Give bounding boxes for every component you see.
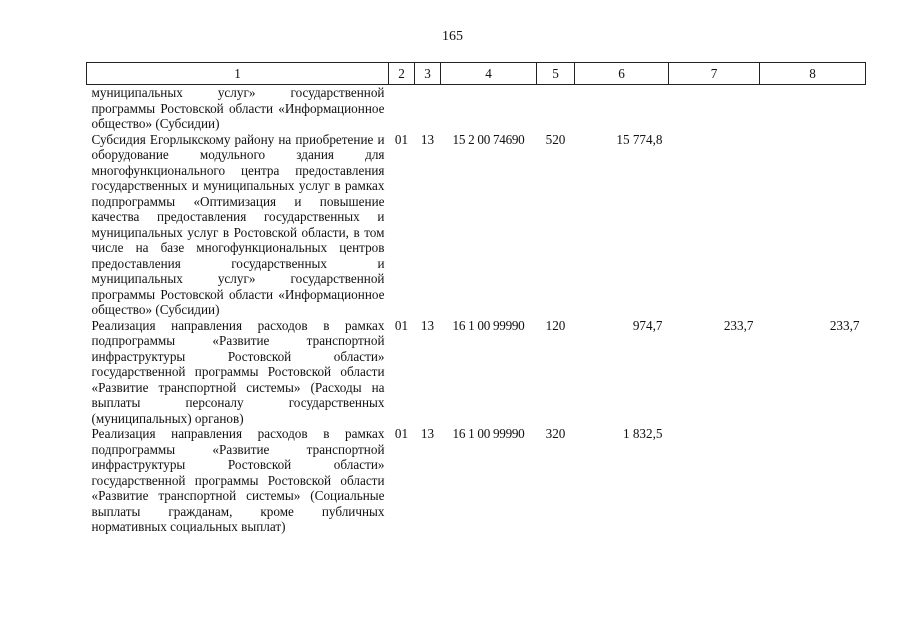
table-row — [87, 85, 866, 132]
target-article-code: 15 2 00 74690 — [452, 131, 525, 147]
section-code: 01 — [394, 131, 409, 147]
amount-col-8 — [760, 426, 866, 535]
column-header-4: 4 — [441, 63, 537, 85]
column-header-5: 5 — [537, 63, 575, 85]
amount-col-8: 233,7 — [829, 317, 860, 333]
expense-name: Реализация направления расходов в рамках подпрограммы «Развитие транспортной инфраструктуры Ростовской области» государственной программы Ростовской области «Развитие транспортной системы» (Расходы на выплаты персоналу государственных (муниципальных) органов) — [91, 317, 385, 426]
target-article-code: 16 1 00 99990 — [452, 317, 525, 333]
section-code — [389, 85, 415, 132]
expense-type-code: 320 — [545, 426, 566, 441]
amount-col-7: 233,7 — [723, 317, 754, 333]
amount-col-6: 1 832,5 — [622, 426, 663, 441]
target-article-code — [441, 85, 537, 132]
table-row — [87, 426, 866, 535]
amount-col-7 — [669, 426, 760, 535]
column-header-1: 1 — [87, 63, 389, 85]
subsection-code — [415, 85, 441, 132]
target-article-code: 16 1 00 99990 — [452, 426, 525, 441]
subsection-code: 13 — [420, 131, 435, 147]
amount-col-6: 15 774,8 — [616, 131, 663, 147]
expense-name: муниципальных услуг» государственной программы Ростовской области «Информационное общество» (Субсидии) — [91, 85, 385, 131]
amount-col-7 — [669, 132, 760, 318]
subsection-code: 13 — [420, 317, 435, 333]
table-header — [87, 63, 866, 85]
expense-name: Субсидия Егорлыкскому району на приобретение и оборудование модульного здания для многофункционального центра предоставления государственных и муниципальных услуг в рамках подпрограммы «Оптимизация и повышение качества предоставления государственных и муниципальных услуг в Ростовской области, в том числе на базе многофункциональных центров предоставления государственных и муниципальных услуг» государственной программы Ростовской области «Информационное общество» (Субсидии) — [91, 131, 385, 317]
amount-col-8 — [760, 132, 866, 318]
amount-col-6: 974,7 — [632, 317, 663, 333]
expense-type-code: 520 — [545, 131, 566, 147]
amount-col-8 — [760, 85, 866, 132]
amount-col-7 — [669, 85, 760, 132]
column-header-2: 2 — [389, 63, 415, 85]
budget-table — [86, 62, 866, 535]
expense-type-code: 120 — [545, 317, 566, 333]
amount-col-6 — [575, 85, 669, 132]
table-row — [87, 318, 866, 427]
section-code: 01 — [394, 426, 409, 441]
subsection-code: 13 — [420, 426, 435, 441]
table-body — [87, 85, 866, 535]
page-number: 165 — [442, 29, 463, 44]
column-header-6: 6 — [575, 63, 669, 85]
table-row — [87, 132, 866, 318]
column-header-3: 3 — [415, 63, 441, 85]
column-header-7: 7 — [669, 63, 760, 85]
column-header-8: 8 — [760, 63, 866, 85]
section-code: 01 — [394, 317, 409, 333]
header-row — [87, 63, 866, 85]
expense-type-code — [537, 85, 575, 132]
expense-name: Реализация направления расходов в рамках подпрограммы «Развитие транспортной инфраструктуры Ростовской области» государственной программы Ростовской области «Развитие транспортной системы» (Социальные выплаты гражданам, кроме публичных нормативных социальных выплат) — [91, 426, 385, 534]
